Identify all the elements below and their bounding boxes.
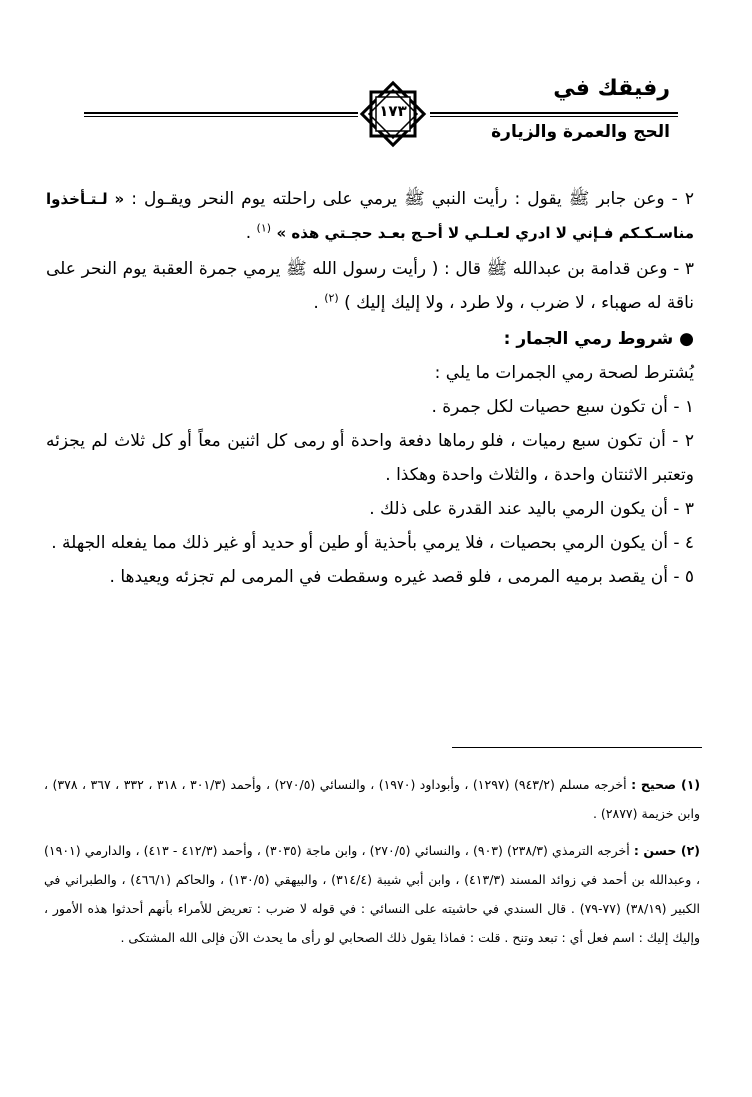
page-number-badge xyxy=(357,78,429,150)
hadith-3: ٣ - وعن قدامة بن عبدالله ﷺ قال : ( رأيت رسول الله ﷺ يرمي جمرة العقبة يوم النحر على ناقة له صهباء ، لا ضرب ، ولا طرد ، ولا إليك إليك ) $^{(٢)}$ . xyxy=(46,259,694,313)
condition-3: ٣ - أن يكون الرمي باليد عند القدرة على ذلك . xyxy=(369,499,694,519)
condition-1: ١ - أن تكون سبع حصيات لكل جمرة . xyxy=(431,397,694,417)
footnotes xyxy=(44,770,700,960)
condition-4: ٤ - أن يكون الرمي بحصيات ، فلا يرمي بأحذية أو طين أو حديد أو غير ذلك مما يفعله الجهلة . xyxy=(51,533,694,553)
footnote-ref-2: (٢) xyxy=(324,291,339,305)
footnote-2-text: أخرجه الترمذي (٢٣٨/٣) (٩٠٣) ، والنسائي (٢٧٠/٥) ، وابن ماجة (٣٠٣٥) ، وأحمد (٤١٢/٣ - ٤١٣) ، والدارمي (١٩٠١) ، وعبدالله بن أحمد في زوائد المسند (٤١٣/٣) ، وابن أبي شيبة (٣١٤/٤) ، والبيهقي (١٣٠/٥) ، والحاكم (٤٦٦/١) ، والطبراني في الكبير (٣٨/١٩) (٧٧-٧٩) . قال السندي في حاشيته على النسائي : في قوله لا ضرب : تعريض للأمراء بأنهم أحدثوا هذه الأمور ، وإليك إليك : اسم فعل أي : تبعد وتنح . قلت : فماذا يقول ذلك الصحابي لو رأى ما يحدث الآن فإلى الله المشتكى . xyxy=(44,843,700,945)
footnote-1-label: (١) صحيح : xyxy=(631,777,701,792)
page-number: ١٧٣ xyxy=(379,102,407,120)
header-rule-right-thin xyxy=(430,116,678,117)
section-title: ● شروط رمي الجمار xyxy=(516,329,694,349)
condition-2: ٢ - أن تكون سبع رميات ، فلو رماها دفعة واحدة أو رمى كل اثنين معاً أو كل ثلاث لم يجزئه وتعتبر الاثنتان واحدة ، والثلاث واحدة وهكذا . xyxy=(46,431,694,485)
footnote-2-label: (٢) حسن : xyxy=(633,843,700,858)
section-heading xyxy=(46,322,694,356)
section-colon: : xyxy=(503,329,517,349)
hadith-2-text: ٢ - وعن جابر ﷺ يقول : رأيت النبي ﷺ يرمي على راحلته يوم النحر ويقـول : xyxy=(124,189,694,209)
header-rule-right xyxy=(430,112,678,114)
footnote-ref-1: (١) xyxy=(256,221,272,235)
book-subtitle: الحج والعمرة والزيارة xyxy=(491,122,670,142)
condition-5: ٥ - أن يقصد برميه المرمى ، فلو قصد غيره وسقطت في المرمى لم تجزئه ويعيدها . xyxy=(109,567,694,587)
book-title: رفيقك في xyxy=(553,76,670,101)
footnote-2 xyxy=(44,836,700,952)
hadith-2: ٢ - وعن جابر ﷺ يقول : رأيت النبي ﷺ يرمي على راحلته يوم النحر ويقـول : « لـتـأخذوا مناسـكـكم فـإني لا ادري لعـلـي لا أحـج بعـد حجـتي هذه » $^{(١)}$ . xyxy=(46,189,694,243)
header-rule-left xyxy=(84,112,358,114)
footnote-1 xyxy=(44,770,700,828)
section-intro: يُشترط لصحة رمي الجمرات ما يلي : xyxy=(434,363,694,383)
hadith-2-quote: « لـتـأخذوا مناسـكـكم فـإني لا ادري لعـلـي لا أحـج بعـد حجـتي هذه » xyxy=(46,190,694,242)
footnote-1-text: أخرجه مسلم (٩٤٣/٢) (١٢٩٧) ، وأبوداود (١٩٧٠) ، والنسائي (٢٧٠/٥) ، وأحمد (٣٠١/٣ ، ٣١٨ ، ٣٣٢ ، ٣٦٧ ، ٣٧٨) ، وابن خزيمة (٢٨٧٧) . xyxy=(44,777,700,821)
hadith-3-text: ٣ - وعن قدامة بن عبدالله ﷺ قال : ( رأيت رسول الله ﷺ يرمي جمرة العقبة يوم النحر على ناقة له صهباء ، لا ضرب ، ولا طرد ، ولا إليك إليك ) xyxy=(46,259,694,313)
main-text xyxy=(46,182,694,594)
header-rule-left-thin xyxy=(84,116,358,117)
footnote-separator xyxy=(452,747,702,748)
